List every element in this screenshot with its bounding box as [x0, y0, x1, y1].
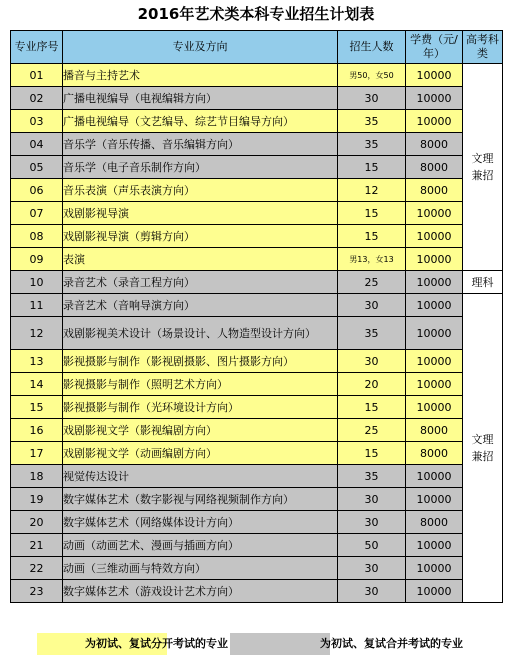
fee-value: 10000 [406, 557, 463, 580]
row-number: 01 [11, 64, 63, 87]
major-name: 视觉传达设计 [63, 465, 338, 488]
quota-value: 30 [338, 488, 406, 511]
row-number: 20 [11, 511, 63, 534]
category-label: 文理兼招 [471, 433, 494, 463]
major-name: 影视摄影与制作（照明艺术方向） [63, 373, 338, 396]
quota-value: 35 [338, 110, 406, 133]
row-number: 02 [11, 87, 63, 110]
row-number: 11 [11, 294, 63, 317]
row-number: 15 [11, 396, 63, 419]
row-number: 07 [11, 202, 63, 225]
category-cell [463, 294, 503, 603]
major-name: 音乐学（音乐传播、音乐编辑方向） [63, 133, 338, 156]
header-seq: 专业序号 [11, 31, 63, 64]
quota-value: 30 [338, 511, 406, 534]
table-row [11, 133, 503, 156]
major-name: 录音艺术（录音工程方向） [63, 271, 338, 294]
quota-value: 35 [338, 133, 406, 156]
row-number: 18 [11, 465, 63, 488]
header-quota: 招生人数 [338, 31, 406, 64]
table-row [11, 110, 503, 133]
category-label: 理科 [471, 275, 494, 289]
quota-value: 男13，女13 [338, 248, 406, 271]
major-name: 录音艺术（音响导演方向） [63, 294, 338, 317]
row-number: 23 [11, 580, 63, 603]
fee-value: 10000 [406, 87, 463, 110]
legend-yellow-text: 为初试、复试分开考试的专业 [85, 637, 228, 650]
fee-value: 8000 [406, 133, 463, 156]
table-row [11, 580, 503, 603]
fee-value: 10000 [406, 317, 463, 350]
fee-value: 10000 [406, 534, 463, 557]
table-row [11, 156, 503, 179]
major-name: 表演 [63, 248, 338, 271]
major-name: 戏剧影视导演（剪辑方向） [63, 225, 338, 248]
quota-value: 35 [338, 465, 406, 488]
header-fee: 学费（元/年） [406, 31, 463, 64]
table-row [11, 179, 503, 202]
row-number: 22 [11, 557, 63, 580]
fee-value: 8000 [406, 442, 463, 465]
fee-value: 10000 [406, 202, 463, 225]
fee-value: 10000 [406, 225, 463, 248]
major-name: 数字媒体艺术（数字影视与网络视频制作方向） [63, 488, 338, 511]
fee-value: 10000 [406, 271, 463, 294]
table-row [11, 465, 503, 488]
major-name: 动画（三维动画与特效方向） [63, 557, 338, 580]
row-number: 05 [11, 156, 63, 179]
fee-value: 8000 [406, 179, 463, 202]
legend-gray-swatch [230, 633, 330, 655]
fee-value: 8000 [406, 156, 463, 179]
quota-value: 30 [338, 294, 406, 317]
major-name: 广播电视编导（电视编辑方向） [63, 87, 338, 110]
row-number: 04 [11, 133, 63, 156]
fee-value: 8000 [406, 511, 463, 534]
major-name: 戏剧影视美术设计（场景设计、人物造型设计方向） [63, 317, 338, 350]
quota-value: 15 [338, 442, 406, 465]
fee-value: 10000 [406, 488, 463, 511]
quota-value: 男50，女50 [338, 64, 406, 87]
table-row [11, 248, 503, 271]
fee-value: 10000 [406, 294, 463, 317]
enrollment-table [10, 30, 503, 603]
major-name: 影视摄影与制作（影视剧摄影、图片摄影方向） [63, 350, 338, 373]
quota-value: 15 [338, 396, 406, 419]
major-name: 影视摄影与制作（光环境设计方向） [63, 396, 338, 419]
category-cell [463, 64, 503, 271]
quota-value: 25 [338, 419, 406, 442]
row-number: 14 [11, 373, 63, 396]
legend-gray-text: 为初试、复试合并考试的专业 [320, 637, 463, 650]
fee-value: 10000 [406, 110, 463, 133]
major-name: 戏剧影视文学（动画编剧方向） [63, 442, 338, 465]
quota-value: 15 [338, 156, 406, 179]
major-name: 音乐表演（声乐表演方向） [63, 179, 338, 202]
row-number: 08 [11, 225, 63, 248]
fee-value: 10000 [406, 350, 463, 373]
row-number: 10 [11, 271, 63, 294]
fee-value: 10000 [406, 396, 463, 419]
page-title: 2016年艺术类本科专业招生计划表 [137, 5, 375, 23]
quota-value: 30 [338, 557, 406, 580]
fee-value: 10000 [406, 580, 463, 603]
category-cell [463, 271, 503, 294]
table-row [11, 419, 503, 442]
table-row [11, 534, 503, 557]
major-name: 播音与主持艺术 [63, 64, 338, 87]
row-number: 19 [11, 488, 63, 511]
table-row [11, 271, 503, 294]
fee-value: 10000 [406, 465, 463, 488]
quota-value: 25 [338, 271, 406, 294]
table-row [11, 511, 503, 534]
table-row [11, 350, 503, 373]
table-row [11, 317, 503, 350]
row-number: 06 [11, 179, 63, 202]
row-number: 12 [11, 317, 63, 350]
quota-value: 30 [338, 350, 406, 373]
quota-value: 12 [338, 179, 406, 202]
table-row [11, 87, 503, 110]
row-number: 03 [11, 110, 63, 133]
quota-value: 15 [338, 202, 406, 225]
category-label: 文理兼招 [471, 152, 494, 182]
quota-value: 35 [338, 317, 406, 350]
table-row [11, 396, 503, 419]
table-row [11, 488, 503, 511]
fee-value: 10000 [406, 248, 463, 271]
row-number: 21 [11, 534, 63, 557]
major-name: 广播电视编导（文艺编导、综艺节目编导方向） [63, 110, 338, 133]
major-name: 戏剧影视文学（影视编剧方向） [63, 419, 338, 442]
table-row [11, 64, 503, 87]
fee-value: 10000 [406, 373, 463, 396]
row-number: 17 [11, 442, 63, 465]
major-name: 数字媒体艺术（游戏设计艺术方向） [63, 580, 338, 603]
header-category: 高考科类 [463, 31, 503, 64]
row-number: 09 [11, 248, 63, 271]
table-row [11, 202, 503, 225]
quota-value: 50 [338, 534, 406, 557]
header-major: 专业及方向 [63, 31, 338, 64]
table-row [11, 557, 503, 580]
quota-value: 30 [338, 87, 406, 110]
table-row [11, 294, 503, 317]
major-name: 音乐学（电子音乐制作方向） [63, 156, 338, 179]
quota-value: 15 [338, 225, 406, 248]
header-row [11, 31, 503, 64]
quota-value: 20 [338, 373, 406, 396]
row-number: 13 [11, 350, 63, 373]
table-row [11, 225, 503, 248]
row-number: 16 [11, 419, 63, 442]
quota-value: 30 [338, 580, 406, 603]
table-row [11, 373, 503, 396]
fee-value: 8000 [406, 419, 463, 442]
table-row [11, 442, 503, 465]
major-name: 戏剧影视导演 [63, 202, 338, 225]
major-name: 动画（动画艺术、漫画与插画方向） [63, 534, 338, 557]
fee-value: 10000 [406, 64, 463, 87]
major-name: 数字媒体艺术（网络媒体设计方向） [63, 511, 338, 534]
